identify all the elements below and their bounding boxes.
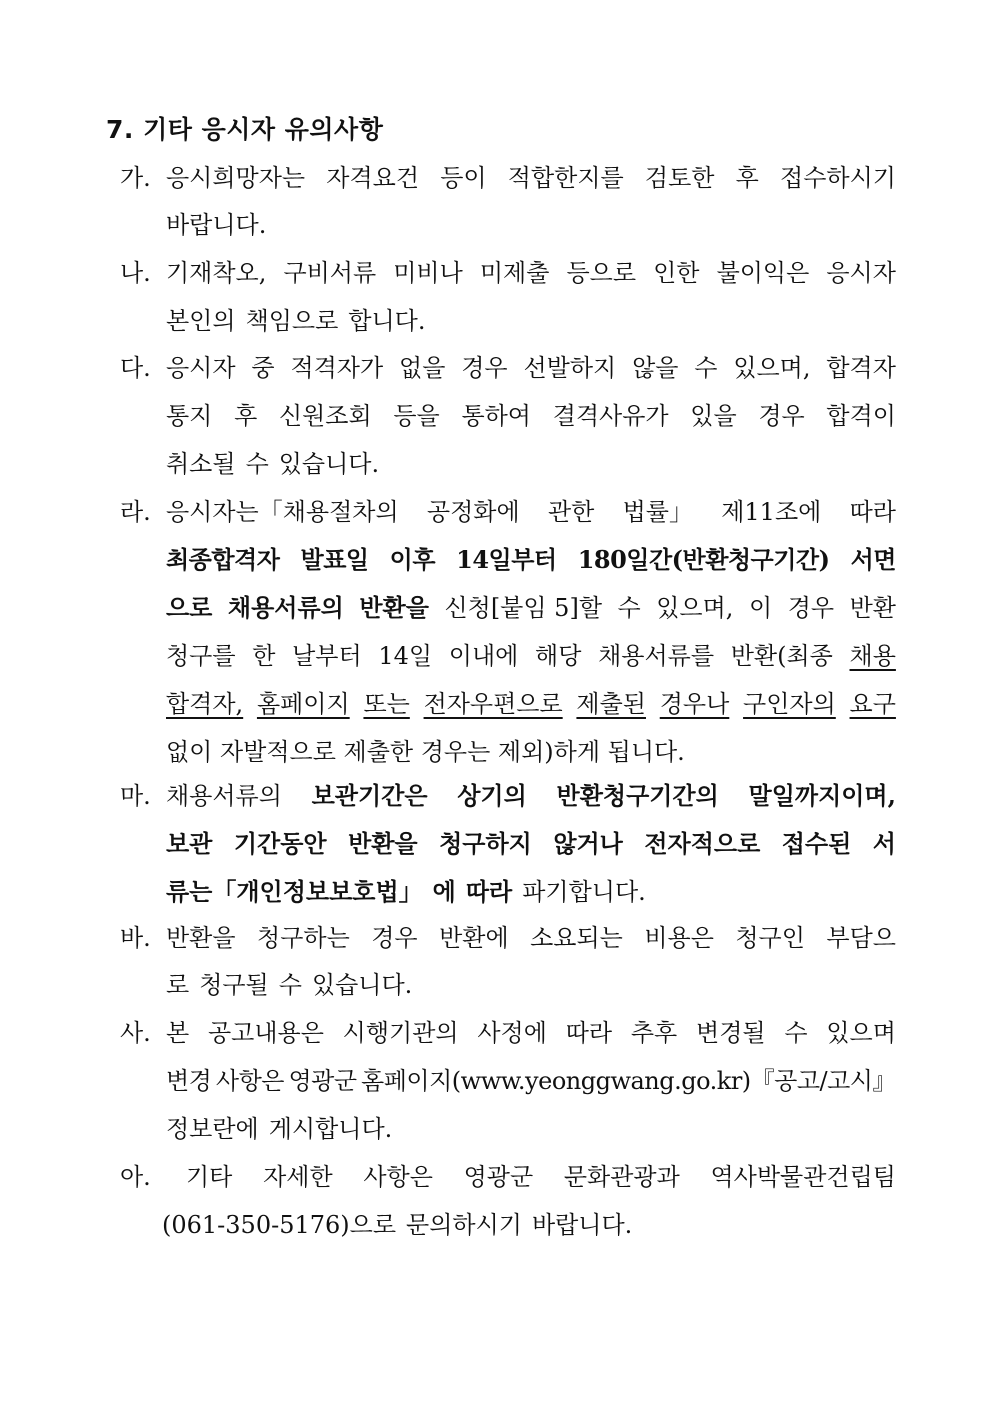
item-marker: 다.: [120, 354, 151, 382]
item-line: 으로 채용서류의 반환을 신청[붙임 5]할 수 있으며, 이 경우 반환: [166, 590, 896, 626]
item-marker: 라.: [120, 498, 151, 526]
item-marker: 아.: [120, 1163, 151, 1191]
item-line-underlined: 합격자, 홈페이지 또는 전자우편으로 제출된 경우나 구인자의 요구: [166, 690, 896, 718]
item-line: 변경 사항은 영광군 홈페이지(www.yeonggwang.go.kr)『공고/고시』: [166, 1063, 896, 1099]
item-marker: 가.: [120, 164, 151, 192]
request-attachment-text: 신청[붙임 5]할: [444, 594, 602, 622]
section-heading: 7. 기타 응시자 유의사항: [106, 115, 384, 144]
item-line: 바랍니다.: [166, 211, 267, 239]
item-line: 기재착오, 구비서류 미비나 미제출 등으로 인한 불이익은 응시자: [166, 259, 896, 287]
item-marker: 사.: [120, 1019, 151, 1047]
item-line: 로 청구될 수 있습니다.: [166, 971, 413, 999]
item-line: 없이 자발적으로 제출한 경우는 제외)하게 됩니다.: [166, 738, 685, 766]
homepage-url-text: 홈페이지(www.yeonggwang.go.kr)『공고/고시』: [361, 1067, 896, 1095]
item-line: 응시자는「채용절차의 공정화에 관한 법률」 제11조에 따라: [166, 498, 896, 526]
item-line: 반환을 청구하는 경우 반환에 소요되는 비용은 청구인 부담으: [166, 924, 896, 952]
item-line: 통지 후 신원조회 등을 통하여 결격사유가 있을 경우 합격이: [166, 402, 896, 430]
item-line-bold: 보관 기간동안 반환을 청구하지 않거나 전자적으로 접수된 서: [166, 829, 896, 858]
item-line: (061-350-5176)으로 문의하시기 바랍니다.: [162, 1207, 892, 1243]
item-line: 류는「개인정보보호법」 에 따라 파기합니다.: [166, 877, 646, 906]
item-line: 채용서류의 보관기간은 상기의 반환청구기간의 말일까지이며,: [166, 781, 896, 810]
phone-number-text: (061-350-5176)으로: [162, 1211, 397, 1239]
item-line: 기타 자세한 사항은 영광군 문화관광과 역사박물관건립팀: [186, 1163, 896, 1191]
item-line: 정보란에 게시합니다.: [166, 1115, 393, 1143]
item-line: 본 공고내용은 시행기관의 사정에 따라 추후 변경될 수 있으며: [166, 1019, 896, 1047]
item-line: 응시희망자는 자격요건 등이 적합한지를 검토한 후 접수하시기: [166, 164, 896, 192]
item-line-bold: 최종합격자 발표일 이후 14일부터 180일간(반환청구기간) 서면: [166, 545, 896, 574]
item-line: 본인의 책임으로 합니다.: [166, 307, 426, 335]
item-line: 취소될 수 있습니다.: [166, 450, 380, 478]
item-marker: 바.: [120, 924, 151, 952]
item-line: 응시자 중 적격자가 없을 경우 선발하지 않을 수 있으며, 합격자: [166, 354, 896, 382]
item-marker: 나.: [120, 259, 151, 287]
item-line: 청구를 한 날부터 14일 이내에 해당 채용서류를 반환(최종 채용: [166, 642, 896, 670]
item-marker: 마.: [120, 782, 151, 810]
